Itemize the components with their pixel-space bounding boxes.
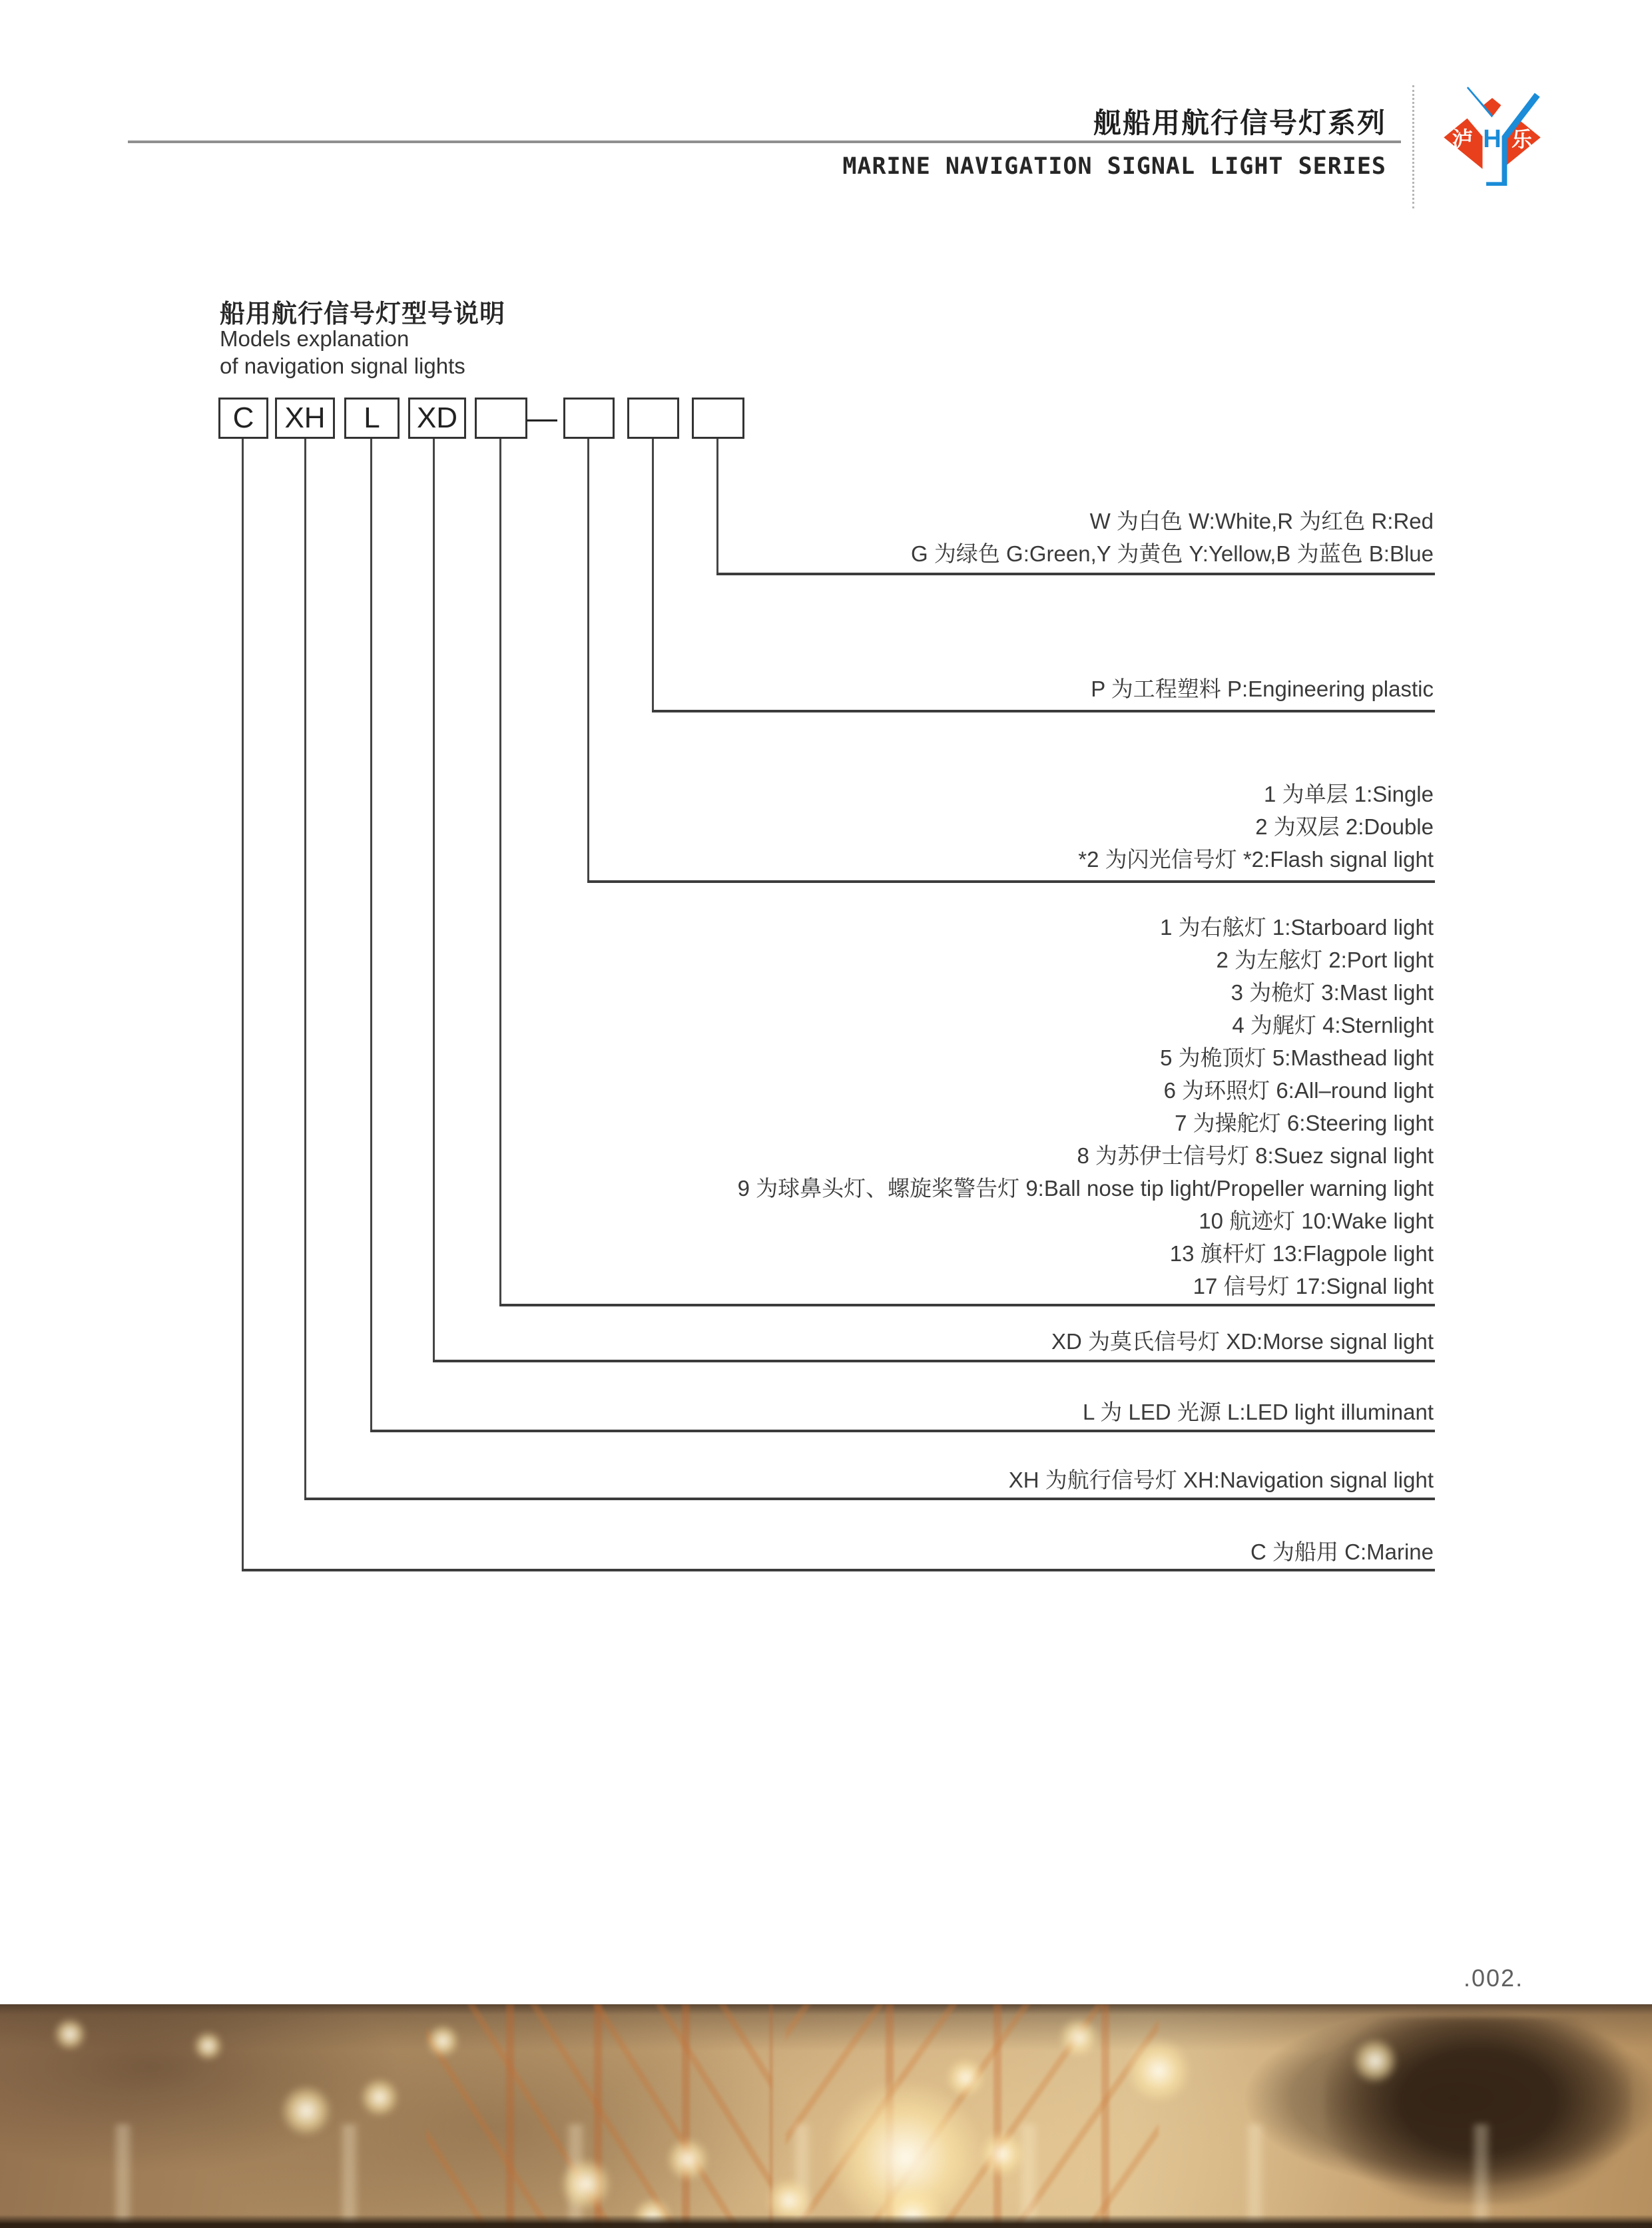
photo-light-glow [280, 2084, 333, 2137]
photo-light-glow [1059, 2018, 1099, 2058]
photo-light-glow [53, 2018, 87, 2051]
legend-line: 10 航迹灯 10:Wake light [1199, 1209, 1434, 1233]
model-code-box-2: XH [275, 398, 335, 439]
connector-vline-morse [433, 439, 435, 1362]
legend-group-light-type [738, 911, 1434, 1302]
connector-vline-led [370, 439, 372, 1432]
legend-group-marine [1250, 1535, 1434, 1568]
legend-line: 17 信号灯 17:Signal light [1193, 1274, 1434, 1298]
legend-line: 3 为桅灯 3:Mast light [1231, 980, 1434, 1005]
model-code-box-7 [627, 398, 679, 439]
photo-light-glow [1352, 2038, 1398, 2084]
header-dotted-separator [1412, 85, 1414, 208]
legend-underline-layer [587, 880, 1435, 883]
page-number: .002. [1464, 1964, 1524, 1992]
header-title-en: MARINE NAVIGATION SIGNAL LIGHT SERIES [842, 153, 1386, 180]
legend-line: 13 旗杆灯 13:Flagpole light [1169, 1241, 1434, 1266]
legend-underline-marine [242, 1569, 1435, 1571]
section-title-zh: 船用航行信号灯型号说明 [220, 300, 506, 328]
connector-vline-nav [304, 439, 306, 1500]
connector-vline-light-type [499, 439, 501, 1306]
legend-line: L 为 LED 光源 L:LED light illuminant [1083, 1400, 1434, 1424]
legend-underline-morse [433, 1360, 1435, 1362]
legend-underline-light-type [499, 1304, 1435, 1306]
model-code-box-6 [563, 398, 615, 439]
photo-light-reflections [0, 2124, 1652, 2228]
photo-light-glow [360, 2078, 400, 2117]
company-logo-graphic [1429, 72, 1555, 198]
legend-line: 1 为单层 1:Single [1264, 782, 1434, 806]
photo-bottom-dark-strip [0, 2215, 1652, 2228]
legend-line: XH 为航行信号灯 XH:Navigation signal light [1008, 1468, 1434, 1492]
photo-light-glow [193, 2031, 223, 2061]
model-code-box-5 [475, 398, 527, 439]
legend-line: XD 为莫氏信号灯 XD:Morse signal light [1051, 1329, 1434, 1354]
legend-line: W 为白色 W:White,R 为红色 R:Red [1089, 509, 1434, 533]
photo-light-glow [559, 2157, 613, 2211]
legend-line: P 为工程塑料 P:Engineering plastic [1091, 677, 1434, 701]
legend-group-layer [1078, 778, 1434, 876]
legend-underline-color [716, 573, 1435, 575]
legend-line: 2 为左舷灯 2:Port light [1216, 948, 1434, 972]
legend-group-color [911, 505, 1434, 570]
model-code-box-3: L [344, 398, 400, 439]
connector-vline-layer [587, 439, 589, 883]
legend-group-led [1083, 1396, 1434, 1428]
header-divider-rule [128, 140, 1401, 143]
legend-line: C 为船用 C:Marine [1250, 1539, 1434, 1564]
legend-line: 6 为环照灯 6:All–round light [1163, 1078, 1434, 1103]
legend-underline-nav [304, 1498, 1435, 1500]
legend-line: G 为绿色 G:Green,Y 为黄色 Y:Yellow,B 为蓝色 B:Blue [911, 541, 1434, 566]
legend-group-nav [1009, 1464, 1434, 1496]
connector-vline-marine [242, 439, 244, 1571]
legend-line: 2 为双层 2:Double [1255, 814, 1434, 839]
photo-light-glow [426, 2024, 459, 2058]
model-code-separator: — [527, 400, 557, 435]
legend-line: 4 为艉灯 4:Sternlight [1232, 1013, 1434, 1037]
legend-line: 7 为操舵灯 6:Steering light [1175, 1111, 1434, 1135]
legend-underline-material [652, 710, 1435, 712]
logo-right-char: 乐 [1512, 127, 1533, 151]
logo-left-char: 泸 [1452, 127, 1473, 151]
header-title-zh: 舰船用航行信号灯系列 [1093, 107, 1386, 139]
company-logo [1429, 72, 1555, 198]
model-code-box-1: C [218, 398, 268, 439]
legend-line: 9 为球鼻头灯、螺旋桨警告灯 9:Ball nose tip light/Propeller warning light [737, 1176, 1434, 1201]
legend-line: *2 为闪光信号灯 *2:Flash signal light [1078, 847, 1434, 872]
model-code-box-8 [692, 398, 744, 439]
legend-group-material [1091, 673, 1434, 705]
photo-light-glow [979, 2131, 1025, 2177]
section-subtitle-line2: of navigation signal lights [220, 354, 465, 378]
section-subtitle-line1: Models explanation [220, 326, 410, 351]
legend-group-morse [1051, 1325, 1434, 1358]
photo-light-glow [946, 2058, 985, 2097]
logo-center-letter: H [1483, 125, 1502, 153]
footer-photo-night-port [0, 2004, 1652, 2228]
legend-line: 1 为右舷灯 1:Starboard light [1160, 915, 1434, 940]
legend-line: 5 为桅顶灯 5:Masthead light [1160, 1045, 1434, 1070]
connector-vline-material [652, 439, 654, 712]
connector-vline-color [716, 439, 718, 575]
model-code-box-4: XD [408, 398, 466, 439]
legend-line: 8 为苏伊士信号灯 8:Suez signal light [1077, 1143, 1434, 1168]
photo-light-glow [1125, 2038, 1192, 2104]
legend-underline-led [370, 1430, 1435, 1432]
photo-light-glow [666, 2137, 710, 2181]
